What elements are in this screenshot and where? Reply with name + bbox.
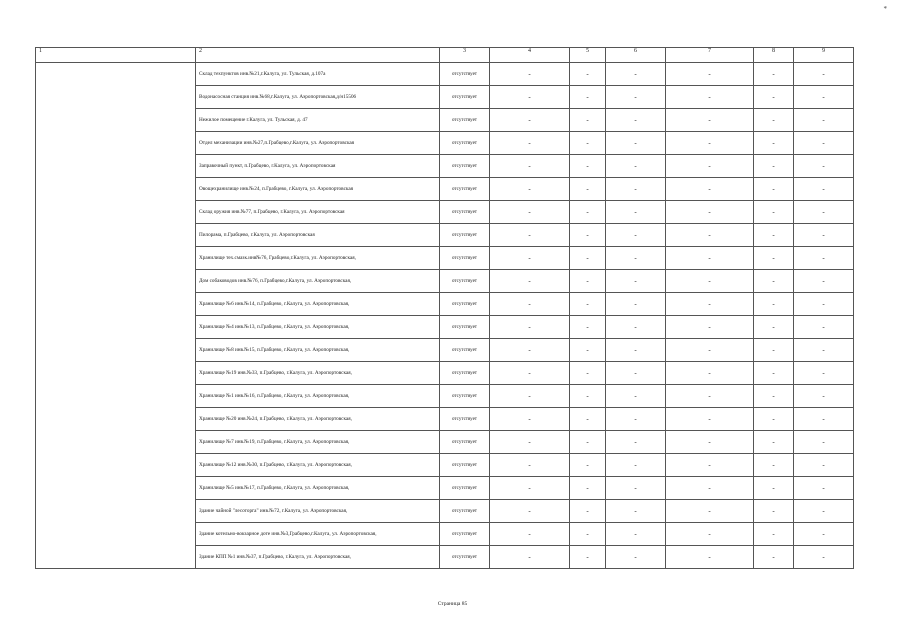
value-cell-col-4: -	[490, 224, 570, 247]
value-cell-col-7: -	[666, 293, 754, 316]
value-cell-col-6: -	[606, 316, 666, 339]
object-name-cell: Хранилище №4 инв.№13, п.Грабцево, г.Калуга, ул. Аэропортовская,	[196, 316, 440, 339]
value-cell-col-9: -	[794, 132, 854, 155]
object-name-cell: Хранилище №1 инв.№16, п.Грабцево, г.Калуга, ул. Аэропортовская,	[196, 385, 440, 408]
object-name-cell: Здание чайной "лесоторга" инв.№72, г.Калуга, ул. Аэропортовская,	[196, 500, 440, 523]
value-cell-col-9: -	[794, 270, 854, 293]
object-name-cell: Нежилое помещение г.Калуга, ул. Тульская, д. 47	[196, 109, 440, 132]
value-cell-col-6: -	[606, 339, 666, 362]
value-cell-col-9: -	[794, 316, 854, 339]
value-cell-col-8: -	[754, 224, 794, 247]
value-cell-col-8: -	[754, 362, 794, 385]
value-cell-col-4: -	[490, 201, 570, 224]
status-cell: отсутствует	[440, 477, 490, 500]
status-cell: отсутствует	[440, 408, 490, 431]
value-cell-col-8: -	[754, 477, 794, 500]
status-cell: отсутствует	[440, 500, 490, 523]
value-cell-col-4: -	[490, 477, 570, 500]
status-cell: отсутствует	[440, 132, 490, 155]
value-cell-col-5: -	[570, 224, 606, 247]
value-cell-col-4: -	[490, 270, 570, 293]
value-cell-col-8: -	[754, 132, 794, 155]
object-name-cell: Заправочный пункт, п.Грабцево, г.Калуга, ул. Аэропортовская	[196, 155, 440, 178]
value-cell-col-5: -	[570, 132, 606, 155]
value-cell-col-8: -	[754, 247, 794, 270]
status-cell: отсутствует	[440, 523, 490, 546]
status-cell: отсутствует	[440, 362, 490, 385]
value-cell-col-9: -	[794, 109, 854, 132]
value-cell-col-8: -	[754, 500, 794, 523]
value-cell-col-7: -	[666, 477, 754, 500]
status-cell: отсутствует	[440, 385, 490, 408]
column-header-5: 5	[570, 48, 606, 63]
value-cell-col-8: -	[754, 339, 794, 362]
value-cell-col-4: -	[490, 454, 570, 477]
value-cell-col-7: -	[666, 224, 754, 247]
value-cell-col-8: -	[754, 316, 794, 339]
value-cell-col-9: -	[794, 201, 854, 224]
status-cell: отсутствует	[440, 316, 490, 339]
value-cell-col-4: -	[490, 109, 570, 132]
value-cell-col-6: -	[606, 155, 666, 178]
column-header-6: 6	[606, 48, 666, 63]
value-cell-col-9: -	[794, 86, 854, 109]
value-cell-col-5: -	[570, 316, 606, 339]
value-cell-col-7: -	[666, 132, 754, 155]
object-name-cell: Склад оружия инв.№77, п.Грабцево, г.Калуга, ул. Аэропортовская	[196, 201, 440, 224]
status-cell: отсутствует	[440, 247, 490, 270]
value-cell-col-7: -	[666, 201, 754, 224]
column-header-8: 8	[754, 48, 794, 63]
value-cell-col-6: -	[606, 201, 666, 224]
value-cell-col-7: -	[666, 270, 754, 293]
value-cell-col-7: -	[666, 63, 754, 86]
value-cell-col-8: -	[754, 155, 794, 178]
value-cell-col-5: -	[570, 109, 606, 132]
value-cell-col-7: -	[666, 316, 754, 339]
object-name-cell: Здание котельно-вокзарное доте инв.№3,Грабцево,г.Калуга, ул. Аэропортовская,	[196, 523, 440, 546]
value-cell-col-4: -	[490, 247, 570, 270]
value-cell-col-6: -	[606, 270, 666, 293]
value-cell-col-9: -	[794, 477, 854, 500]
status-cell: отсутствует	[440, 293, 490, 316]
status-cell: отсутствует	[440, 224, 490, 247]
table-row	[36, 63, 854, 86]
column-header-2: 2	[196, 48, 440, 63]
header-row	[36, 48, 854, 63]
status-cell: отсутствует	[440, 155, 490, 178]
object-name-cell: Отдел механизации инв.№27,п.Грабцево,г.Калуга, ул. Аэропортовская	[196, 132, 440, 155]
value-cell-col-9: -	[794, 385, 854, 408]
column-header-3: 3	[440, 48, 490, 63]
status-cell: отсутствует	[440, 201, 490, 224]
value-cell-col-7: -	[666, 178, 754, 201]
object-name-cell: Овощехранилище инв.№24, п.Грабцево, г.Калуга, ул. Аэропортовская	[196, 178, 440, 201]
value-cell-col-6: -	[606, 109, 666, 132]
status-cell: отсутствует	[440, 339, 490, 362]
value-cell-col-7: -	[666, 339, 754, 362]
page-number: Страница 85	[437, 601, 468, 607]
value-cell-col-6: -	[606, 431, 666, 454]
value-cell-col-5: -	[570, 431, 606, 454]
value-cell-col-4: -	[490, 408, 570, 431]
value-cell-col-4: -	[490, 500, 570, 523]
value-cell-col-4: -	[490, 63, 570, 86]
value-cell-col-6: -	[606, 454, 666, 477]
value-cell-col-9: -	[794, 362, 854, 385]
value-cell-col-5: -	[570, 362, 606, 385]
value-cell-col-6: -	[606, 477, 666, 500]
object-name-cell: Хранилище тех.смазк.инв№76, Грабцево,г.Калуга, ул. Аэропортовская,	[196, 247, 440, 270]
value-cell-col-4: -	[490, 316, 570, 339]
column-header-9: 9	[794, 48, 854, 63]
value-cell-col-5: -	[570, 155, 606, 178]
value-cell-col-5: -	[570, 546, 606, 569]
value-cell-col-5: -	[570, 339, 606, 362]
object-name-cell: Хранилище №8 инв.№15, п.Грабцево, г.Калуга, ул. Аэропортовская,	[196, 339, 440, 362]
value-cell-col-7: -	[666, 155, 754, 178]
value-cell-col-8: -	[754, 201, 794, 224]
column-header-4: 4	[490, 48, 570, 63]
value-cell-col-6: -	[606, 63, 666, 86]
value-cell-col-5: -	[570, 408, 606, 431]
value-cell-col-4: -	[490, 546, 570, 569]
value-cell-col-8: -	[754, 270, 794, 293]
value-cell-col-9: -	[794, 546, 854, 569]
value-cell-col-9: -	[794, 178, 854, 201]
value-cell-col-5: -	[570, 201, 606, 224]
value-cell-col-8: -	[754, 408, 794, 431]
value-cell-col-6: -	[606, 385, 666, 408]
register-table	[35, 47, 854, 569]
value-cell-col-5: -	[570, 500, 606, 523]
value-cell-col-4: -	[490, 132, 570, 155]
value-cell-col-6: -	[606, 86, 666, 109]
corner-mark: *	[883, 5, 887, 13]
value-cell-col-8: -	[754, 63, 794, 86]
value-cell-col-6: -	[606, 247, 666, 270]
value-cell-col-9: -	[794, 63, 854, 86]
object-name-cell: Дом собаководов инв.№76, п.Грабцево,г.Калуга, ул. Аэропортовская,	[196, 270, 440, 293]
value-cell-col-5: -	[570, 454, 606, 477]
value-cell-col-8: -	[754, 385, 794, 408]
value-cell-col-6: -	[606, 362, 666, 385]
value-cell-col-7: -	[666, 362, 754, 385]
value-cell-col-9: -	[794, 339, 854, 362]
object-name-cell: Хранилище №19 инв.№33, п.Грабцево, г.Калуга, ул. Аэропортовская,	[196, 362, 440, 385]
value-cell-col-5: -	[570, 178, 606, 201]
value-cell-col-7: -	[666, 86, 754, 109]
value-cell-col-9: -	[794, 155, 854, 178]
value-cell-col-9: -	[794, 224, 854, 247]
value-cell-col-5: -	[570, 86, 606, 109]
value-cell-col-6: -	[606, 408, 666, 431]
column-header-7: 7	[666, 48, 754, 63]
value-cell-col-4: -	[490, 178, 570, 201]
value-cell-col-5: -	[570, 293, 606, 316]
value-cell-col-5: -	[570, 63, 606, 86]
status-cell: отсутствует	[440, 454, 490, 477]
value-cell-col-6: -	[606, 293, 666, 316]
value-cell-col-4: -	[490, 86, 570, 109]
value-cell-col-4: -	[490, 431, 570, 454]
status-cell: отсутствует	[440, 109, 490, 132]
value-cell-col-7: -	[666, 546, 754, 569]
value-cell-col-5: -	[570, 385, 606, 408]
object-name-cell: Хранилище №20 инв.№24, п.Грабцево, г.Калуга, ул. Аэропортовская,	[196, 408, 440, 431]
value-cell-col-7: -	[666, 385, 754, 408]
value-cell-col-6: -	[606, 132, 666, 155]
status-cell: отсутствует	[440, 431, 490, 454]
value-cell-col-4: -	[490, 362, 570, 385]
value-cell-col-7: -	[666, 247, 754, 270]
value-cell-col-8: -	[754, 431, 794, 454]
value-cell-col-9: -	[794, 247, 854, 270]
object-name-cell: Хранилище №7 инв.№19, п.Грабцево, г.Калуга, ул. Аэропортовская,	[196, 431, 440, 454]
value-cell-col-7: -	[666, 454, 754, 477]
status-cell: отсутствует	[440, 546, 490, 569]
section-cell	[36, 63, 196, 569]
value-cell-col-4: -	[490, 155, 570, 178]
value-cell-col-5: -	[570, 523, 606, 546]
status-cell: отсутствует	[440, 270, 490, 293]
value-cell-col-4: -	[490, 293, 570, 316]
value-cell-col-5: -	[570, 270, 606, 293]
value-cell-col-6: -	[606, 500, 666, 523]
value-cell-col-7: -	[666, 431, 754, 454]
status-cell: отсутствует	[440, 86, 490, 109]
value-cell-col-7: -	[666, 109, 754, 132]
value-cell-col-4: -	[490, 339, 570, 362]
object-name-cell: Склад техпунктов инв.№21,г.Калуга, ул. Тульская, д.107а	[196, 63, 440, 86]
value-cell-col-8: -	[754, 293, 794, 316]
value-cell-col-9: -	[794, 523, 854, 546]
value-cell-col-8: -	[754, 523, 794, 546]
status-cell: отсутствует	[440, 63, 490, 86]
value-cell-col-6: -	[606, 546, 666, 569]
value-cell-col-6: -	[606, 523, 666, 546]
value-cell-col-4: -	[490, 385, 570, 408]
value-cell-col-8: -	[754, 86, 794, 109]
value-cell-col-6: -	[606, 224, 666, 247]
value-cell-col-8: -	[754, 178, 794, 201]
object-name-cell: Хранилище №5 инв.№17, п.Грабцево, г.Калуга, ул. Аэропортовская,	[196, 477, 440, 500]
value-cell-col-9: -	[794, 500, 854, 523]
value-cell-col-7: -	[666, 523, 754, 546]
value-cell-col-6: -	[606, 178, 666, 201]
value-cell-col-4: -	[490, 523, 570, 546]
object-name-cell: Хранилище №12 инв.№30, п.Грабцево, г.Калуга, ул. Аэропортовская,	[196, 454, 440, 477]
value-cell-col-9: -	[794, 431, 854, 454]
object-name-cell: Водонасосная станция инв.№68,г.Калуга, ул. Аэропортовская,д/н15506	[196, 86, 440, 109]
value-cell-col-8: -	[754, 454, 794, 477]
object-name-cell: Пилорама, п.Грабцево, г.Калуга, ул. Аэропортовская	[196, 224, 440, 247]
value-cell-col-7: -	[666, 500, 754, 523]
value-cell-col-7: -	[666, 408, 754, 431]
object-name-cell: Хранилище №6 инв.№14, п.Грабцево, г.Калуга, ул. Аэропортовская,	[196, 293, 440, 316]
value-cell-col-9: -	[794, 408, 854, 431]
value-cell-col-5: -	[570, 247, 606, 270]
column-header-1: 1	[36, 48, 196, 63]
value-cell-col-8: -	[754, 109, 794, 132]
value-cell-col-9: -	[794, 454, 854, 477]
value-cell-col-5: -	[570, 477, 606, 500]
status-cell: отсутствует	[440, 178, 490, 201]
object-name-cell: Здание КПП №1 инв.№37, п.Грабцево, г.Калуга, ул. Аэропортовская,	[196, 546, 440, 569]
value-cell-col-8: -	[754, 546, 794, 569]
value-cell-col-9: -	[794, 293, 854, 316]
